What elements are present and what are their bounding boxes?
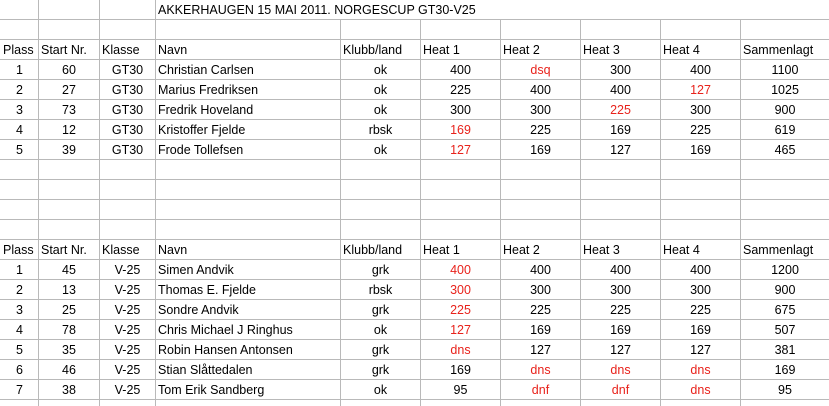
cell-heat3[interactable]: 225 [610, 103, 631, 117]
cell-plass[interactable]: 7 [16, 383, 23, 397]
cell-klasse[interactable]: V-25 [114, 283, 141, 297]
cell-heat4[interactable]: dns [690, 363, 711, 377]
cell-start-nr[interactable]: 35 [62, 343, 76, 357]
header-heat2[interactable]: Heat 2 [503, 243, 540, 257]
cell-plass[interactable]: 3 [16, 103, 23, 117]
cell-heat4[interactable]: 400 [690, 263, 711, 277]
cell-heat1[interactable]: 400 [450, 263, 471, 277]
cell-start-nr[interactable]: 27 [62, 83, 76, 97]
cell-start-nr[interactable]: 13 [62, 283, 76, 297]
header-sammenlagt[interactable]: Sammenlagt [743, 43, 814, 57]
cell-plass[interactable]: 4 [16, 323, 23, 337]
cell-klasse[interactable]: GT30 [111, 103, 144, 117]
cell-navn[interactable]: Frode Tollefsen [158, 143, 244, 157]
cell-plass[interactable]: 3 [16, 303, 23, 317]
cell-navn[interactable]: Fredrik Hoveland [158, 103, 254, 117]
cell-navn[interactable]: Sondre Andvik [158, 303, 239, 317]
cell-heat1[interactable]: dns [450, 343, 471, 357]
cell-klasse[interactable]: GT30 [111, 83, 144, 97]
cell-klasse[interactable]: V-25 [114, 303, 141, 317]
header-heat1[interactable]: Heat 1 [423, 243, 460, 257]
cell-heat2[interactable]: dnf [531, 383, 550, 397]
header-klasse[interactable]: Klasse [102, 43, 140, 57]
header-heat3[interactable]: Heat 3 [583, 43, 620, 57]
cell-navn[interactable]: Stian Slåttedalen [158, 363, 253, 377]
cell-heat3[interactable]: 225 [610, 303, 631, 317]
cell-heat2[interactable]: 400 [530, 83, 551, 97]
cell-klubb[interactable]: ok [373, 83, 388, 97]
cell-start-nr[interactable]: 73 [62, 103, 76, 117]
cell-heat2[interactable]: 300 [530, 283, 551, 297]
cell-start-nr[interactable]: 78 [62, 323, 76, 337]
cell-sammenlagt[interactable]: 381 [774, 343, 796, 357]
cell-plass[interactable]: 6 [16, 363, 23, 377]
cell-heat1[interactable]: 225 [450, 303, 471, 317]
cell-navn[interactable]: Marius Fredriksen [158, 83, 259, 97]
cell-heat3[interactable]: 127 [610, 343, 631, 357]
cell-sammenlagt[interactable]: 507 [774, 323, 796, 337]
cell-heat1[interactable]: 95 [453, 383, 468, 397]
cell-heat1[interactable]: 127 [450, 143, 471, 157]
cell-heat2[interactable]: 225 [530, 303, 551, 317]
cell-sammenlagt[interactable]: 1025 [771, 83, 799, 97]
header-heat4[interactable]: Heat 4 [663, 243, 700, 257]
cell-heat3[interactable]: dns [610, 363, 631, 377]
cell-heat4[interactable]: 400 [690, 63, 711, 77]
header-klubb[interactable]: Klubb/land [343, 43, 403, 57]
cell-klasse[interactable]: V-25 [114, 363, 141, 377]
cell-heat4[interactable]: 169 [690, 143, 711, 157]
cell-heat3[interactable]: 400 [610, 83, 631, 97]
header-heat1[interactable]: Heat 1 [423, 43, 460, 57]
cell-heat1[interactable]: 300 [450, 103, 471, 117]
cell-navn[interactable]: Christian Carlsen [158, 63, 254, 77]
cell-sammenlagt[interactable]: 900 [774, 103, 796, 117]
header-plass[interactable]: Plass [3, 43, 34, 57]
cell-navn[interactable]: Robin Hansen Antonsen [158, 343, 293, 357]
cell-klubb[interactable]: grk [371, 343, 390, 357]
cell-start-nr[interactable]: 12 [62, 123, 76, 137]
header-plass[interactable]: Plass [3, 243, 34, 257]
cell-sammenlagt[interactable]: 619 [774, 123, 796, 137]
cell-start-nr[interactable]: 45 [62, 263, 76, 277]
cell-plass[interactable]: 1 [16, 263, 23, 277]
cell-plass[interactable]: 5 [16, 343, 23, 357]
cell-heat1[interactable]: 300 [450, 283, 471, 297]
cell-heat1[interactable]: 127 [450, 323, 471, 337]
header-heat2[interactable]: Heat 2 [503, 43, 540, 57]
cell-klasse[interactable]: GT30 [111, 63, 144, 77]
cell-klubb[interactable]: ok [373, 103, 388, 117]
cell-heat4[interactable]: 169 [690, 323, 711, 337]
cell-start-nr[interactable]: 60 [62, 63, 76, 77]
cell-plass[interactable]: 2 [16, 283, 23, 297]
cell-heat3[interactable]: 400 [610, 263, 631, 277]
cell-heat4[interactable]: 127 [690, 83, 711, 97]
cell-plass[interactable]: 4 [16, 123, 23, 137]
cell-sammenlagt[interactable]: 465 [774, 143, 796, 157]
cell-heat4[interactable]: dns [690, 383, 711, 397]
cell-sammenlagt[interactable]: 95 [778, 383, 792, 397]
cell-heat4[interactable]: 300 [690, 283, 711, 297]
cell-heat4[interactable]: 127 [690, 343, 711, 357]
cell-heat2[interactable]: 169 [530, 323, 551, 337]
cell-plass[interactable]: 2 [16, 83, 23, 97]
cell-heat1[interactable]: 169 [450, 123, 471, 137]
cell-klubb[interactable]: ok [373, 323, 388, 337]
cell-heat1[interactable]: 400 [450, 63, 471, 77]
cell-heat2[interactable]: 127 [530, 343, 551, 357]
cell-heat4[interactable]: 225 [690, 303, 711, 317]
cell-navn[interactable]: Simen Andvik [158, 263, 234, 277]
cell-klasse[interactable]: V-25 [114, 343, 141, 357]
cell-heat2[interactable]: dsq [530, 63, 551, 77]
sheet-title[interactable]: AKKERHAUGEN 15 MAI 2011. NORGESCUP GT30-V25 [158, 3, 476, 17]
cell-klasse[interactable]: V-25 [114, 263, 141, 277]
cell-heat2[interactable]: 400 [530, 263, 551, 277]
cell-klubb[interactable]: rbsk [368, 123, 393, 137]
cell-klubb[interactable]: ok [373, 143, 388, 157]
header-navn[interactable]: Navn [158, 243, 188, 257]
cell-klubb[interactable]: grk [371, 263, 390, 277]
cell-sammenlagt[interactable]: 169 [774, 363, 796, 377]
cell-klubb[interactable]: grk [371, 363, 390, 377]
cell-heat4[interactable]: 300 [690, 103, 711, 117]
header-heat3[interactable]: Heat 3 [583, 243, 620, 257]
cell-navn[interactable]: Thomas E. Fjelde [158, 283, 256, 297]
cell-sammenlagt[interactable]: 900 [774, 283, 796, 297]
cell-navn[interactable]: Tom Erik Sandberg [158, 383, 265, 397]
cell-plass[interactable]: 5 [16, 143, 23, 157]
cell-heat3[interactable]: 300 [610, 63, 631, 77]
cell-heat3[interactable]: dnf [611, 383, 630, 397]
header-start-nr[interactable]: Start Nr. [41, 43, 87, 57]
cell-heat2[interactable]: 225 [530, 123, 551, 137]
cell-heat2[interactable]: dns [530, 363, 551, 377]
cell-heat2[interactable]: 169 [530, 143, 551, 157]
cell-start-nr[interactable]: 38 [62, 383, 76, 397]
cell-heat2[interactable]: 300 [530, 103, 551, 117]
cell-heat1[interactable]: 225 [450, 83, 471, 97]
cell-klubb[interactable]: rbsk [368, 283, 393, 297]
cell-klasse[interactable]: V-25 [114, 383, 141, 397]
cell-klubb[interactable]: ok [373, 383, 388, 397]
cell-start-nr[interactable]: 46 [62, 363, 76, 377]
cell-heat3[interactable]: 169 [610, 323, 631, 337]
cell-navn[interactable]: Chris Michael J Ringhus [158, 323, 293, 337]
header-klubb[interactable]: Klubb/land [343, 243, 403, 257]
cell-start-nr[interactable]: 25 [62, 303, 76, 317]
cell-start-nr[interactable]: 39 [62, 143, 76, 157]
cell-sammenlagt[interactable]: 1200 [771, 263, 799, 277]
cell-sammenlagt[interactable]: 675 [774, 303, 796, 317]
header-navn[interactable]: Navn [158, 43, 188, 57]
header-heat4[interactable]: Heat 4 [663, 43, 700, 57]
cell-klasse[interactable]: V-25 [114, 323, 141, 337]
header-sammenlagt[interactable]: Sammenlagt [743, 243, 814, 257]
cell-klasse[interactable]: GT30 [111, 123, 144, 137]
cell-sammenlagt[interactable]: 1100 [771, 63, 799, 77]
cell-klasse[interactable]: GT30 [111, 143, 144, 157]
cell-klubb[interactable]: grk [371, 303, 390, 317]
header-start-nr[interactable]: Start Nr. [41, 243, 87, 257]
cell-navn[interactable]: Kristoffer Fjelde [158, 123, 246, 137]
cell-plass[interactable]: 1 [16, 63, 23, 77]
cell-heat4[interactable]: 225 [690, 123, 711, 137]
cell-heat3[interactable]: 300 [610, 283, 631, 297]
cell-klubb[interactable]: ok [373, 63, 388, 77]
cell-heat3[interactable]: 127 [610, 143, 631, 157]
cell-heat1[interactable]: 169 [450, 363, 471, 377]
cell-heat3[interactable]: 169 [610, 123, 631, 137]
header-klasse[interactable]: Klasse [102, 243, 140, 257]
